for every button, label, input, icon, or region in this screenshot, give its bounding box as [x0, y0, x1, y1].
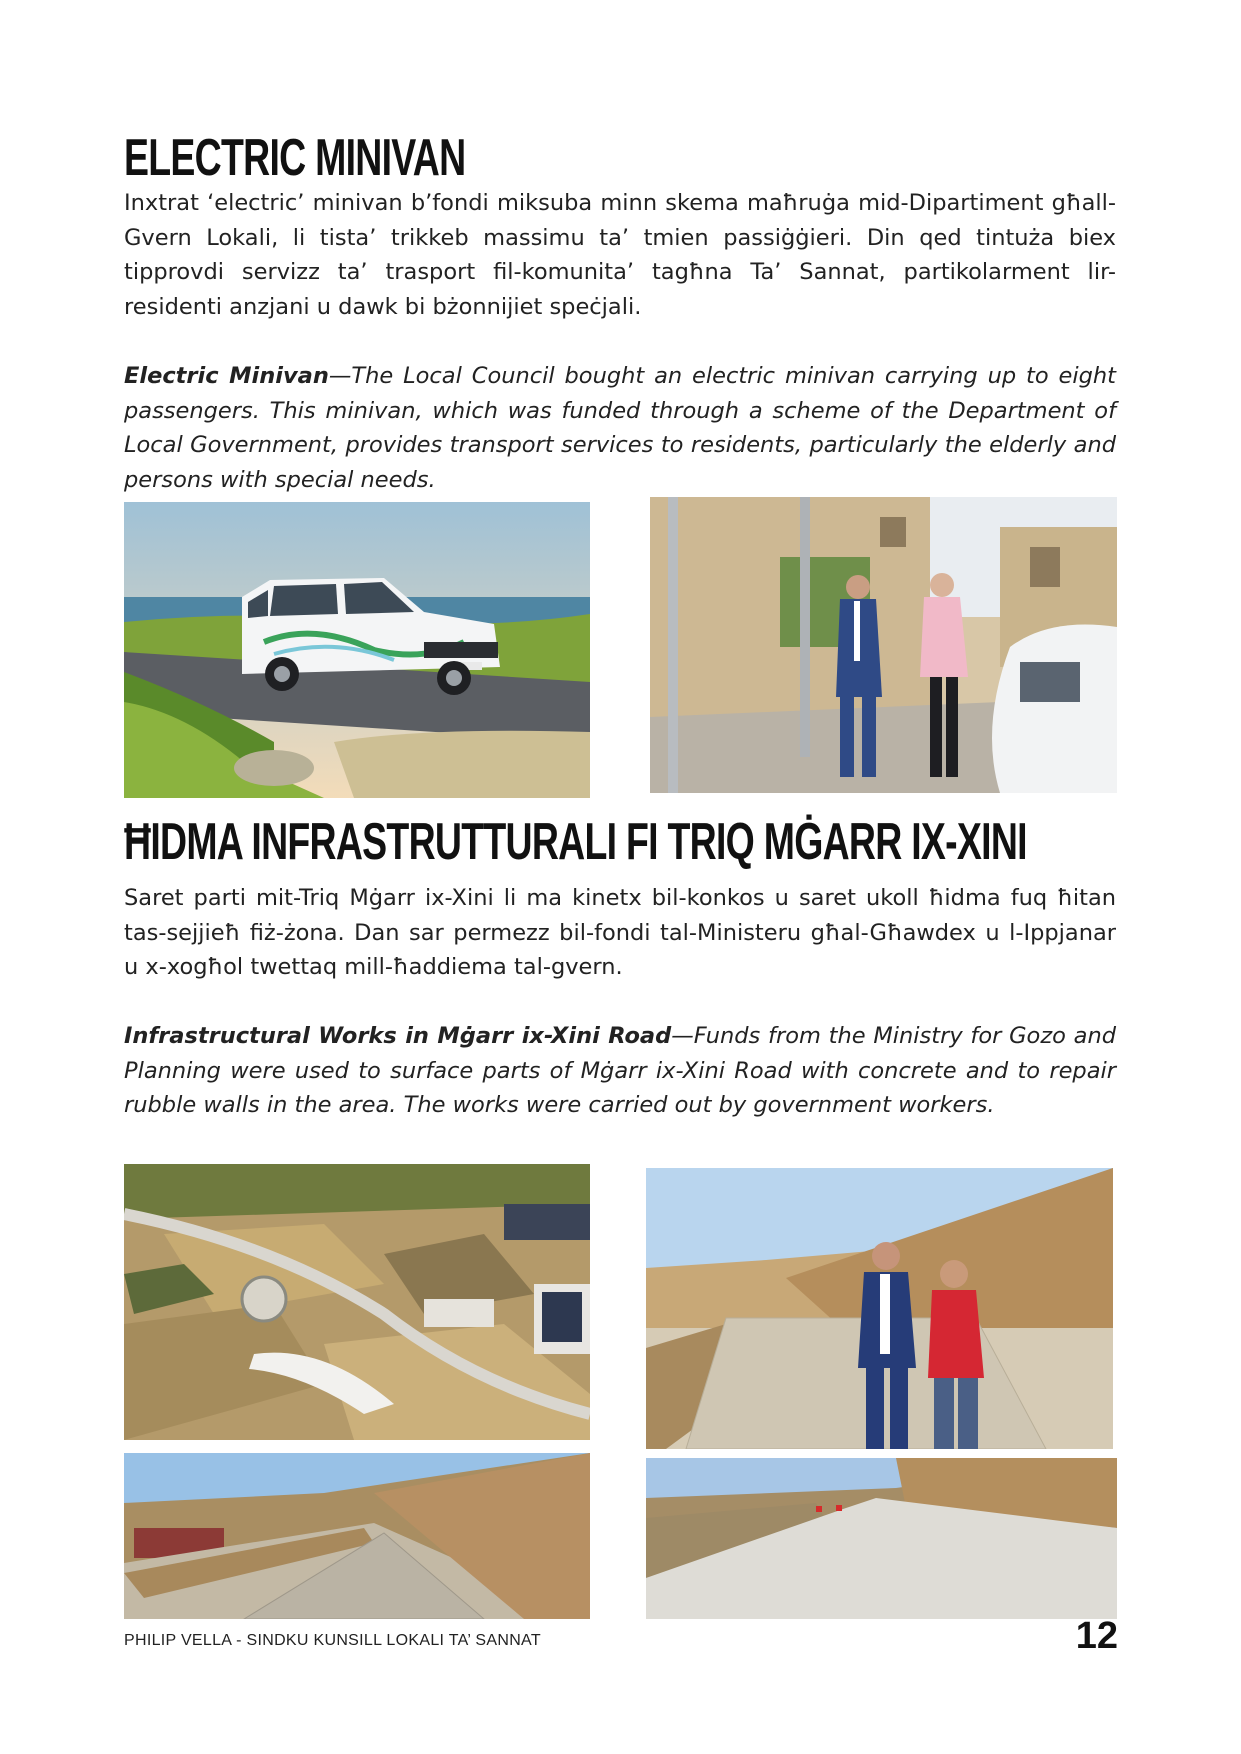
lead-infrastructural-works: Infrastructural Works in Mġarr ix-Xini Road: [124, 1023, 672, 1049]
paragraph-maltese-works: Saret parti mit-Triq Mġarr ix-Xini li ma kinetx bil-konkos u saret ukoll ħidma fuq ħitan tas-sejjieħ fiż-żona. Dan sar permezz bil-fondi tal-Ministeru għal-Għawdex u l-Ippjanar u x-xogħol twettaq mill-ħaddiema tal-gvern.: [124, 885, 1116, 980]
english-works-text: —Funds from the Ministry for Gozo and Planning were used to surface parts of Mġarr ix-Xini Road with concrete and to repair rubble walls in the area. The works were carried out by government workers.: [124, 1023, 1116, 1118]
paragraph-english-minivan: [124, 359, 1116, 497]
section-title-infrastructure-works: ĦIDMA INFRASTRUTTURALI FI TRIQ MĠARR IX-XINI: [124, 813, 1027, 871]
section-title-electric-minivan: ELECTRIC MINIVAN: [124, 129, 466, 187]
photo-electric-minivan: [124, 502, 590, 798]
photo-mayor-talking: [646, 1168, 1113, 1449]
photo-officials-walking: [650, 497, 1117, 793]
photo-concrete-road: [646, 1458, 1117, 1619]
lead-electric-minivan: Electric Minivan: [124, 363, 329, 389]
page-number: 12: [1075, 1615, 1118, 1657]
photo-road-mesh: [124, 1453, 590, 1619]
photo-aerial-view: [124, 1164, 590, 1440]
english-minivan-text: —The Local Council bought an electric minivan carrying up to eight passengers. This minivan, which was funded through a scheme of the Department of Local Government, provides transport services to residents, particularly the elderly and persons with special needs.: [124, 363, 1116, 493]
paragraph-maltese-minivan: Inxtrat ‘electric’ minivan b’fondi miksuba minn skema maħruġa mid-Dipartiment għall-Gvern Lokali, li tista’ trikkeb massimu ta’ tmien passiġġieri. Din qed tintuża biex tipprovdi servizz ta’ trasport fil-komunita’ tagħna Ta’ Sannat, partikolarment lir-residenti anzjani u dawk bi bżonnijiet speċjali.: [124, 190, 1116, 320]
paragraph-english-works: [124, 1019, 1116, 1123]
footer-author: PHILIP VELLA - SINDKU KUNSILL LOKALI TA’ SANNAT: [124, 1632, 541, 1649]
